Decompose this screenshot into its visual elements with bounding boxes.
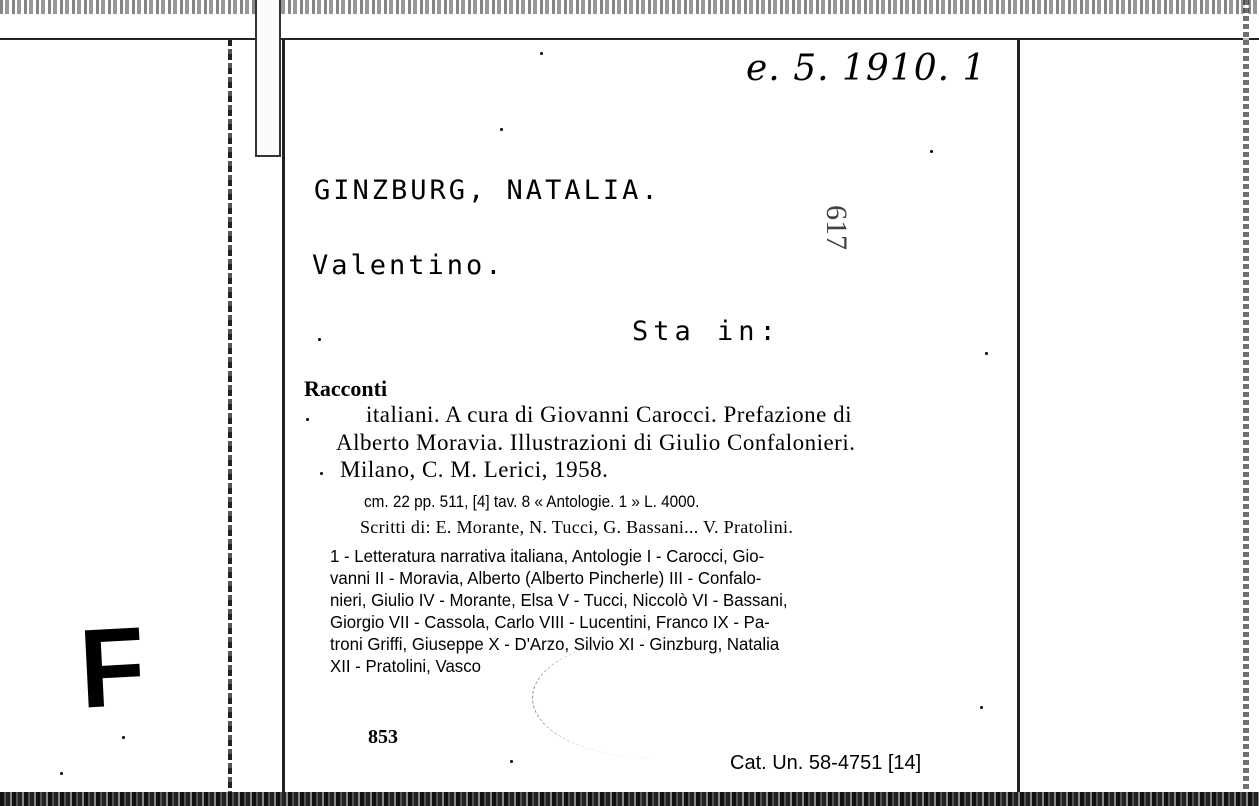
- speck: [318, 338, 321, 341]
- host-title: Racconti: [304, 376, 388, 401]
- speck: [60, 772, 63, 775]
- subject-line: nieri, Giulio IV - Morante, Elsa V - Tucci, Niccolò VI - Bassani,: [330, 590, 788, 610]
- subject-line: Giorgio VII - Cassola, Carlo VIII - Lucentini, Franco IX - Pa-: [330, 612, 770, 632]
- speck: [540, 52, 543, 55]
- contents-note: Scritti di: E. Morante, N. Tucci, G. Bassani... V. Pratolini.: [360, 517, 794, 537]
- collation-line: cm. 22 pp. 511, [4] tav. 8 « Antologie. 1 » L. 4000.: [364, 492, 700, 511]
- subject-line: 1 - Letteratura narrativa italiana, Antologie I - Carocci, Gio-: [330, 546, 765, 566]
- description-line-1: italiani. A cura di Giovanni Carocci. Prefazione di: [366, 402, 852, 427]
- scan-edge-right: [1243, 0, 1249, 806]
- subject-line: troni Griffi, Giuseppe X - D'Arzo, Silvio XI - Ginzburg, Natalia: [330, 634, 780, 654]
- speck: [122, 736, 125, 739]
- speck: [320, 472, 323, 475]
- card-tab: [255, 0, 281, 157]
- scan-edge-top: [0, 0, 1259, 14]
- stamp-number: 617: [820, 205, 853, 250]
- drawer-letter: F: [76, 603, 148, 732]
- catalog-number: Cat. Un. 58-4751 [14]: [730, 752, 922, 774]
- work-title: Valentino.: [312, 250, 505, 281]
- scan-edge-bottom: [0, 792, 1259, 806]
- author-heading: GINZBURG, NATALIA.: [314, 175, 661, 206]
- card-number: 853: [368, 726, 398, 748]
- subject-line: XII - Pratolini, Vasco: [330, 656, 481, 676]
- speck: [980, 706, 983, 709]
- speck: [930, 150, 933, 153]
- speck: [985, 352, 988, 355]
- subject-line: vanni II - Moravia, Alberto (Alberto Pincherle) III - Confalo-: [330, 568, 762, 588]
- description-line-2: Alberto Moravia. Illustrazioni di Giulio Confalonieri.: [336, 430, 856, 455]
- imprint-line: Milano, C. M. Lerici, 1958.: [340, 457, 609, 482]
- speck: [500, 128, 503, 131]
- speck: [306, 418, 309, 421]
- card-stack-edge: [228, 40, 232, 792]
- speck: [510, 760, 513, 763]
- stain-mark: [532, 638, 773, 758]
- sta-in-label: Sta in:: [632, 316, 781, 347]
- accession-number: e. 5. 1910. 1: [746, 48, 987, 89]
